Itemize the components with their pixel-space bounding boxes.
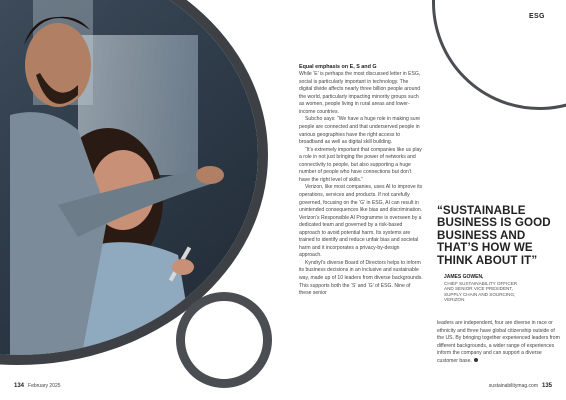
article-paragraph: Subcho says: “We have a huge role in making sure people are connected and that underserved people in various geographies have the right access to broadband as well as digital skill building. <box>299 116 421 146</box>
pull-quote: “SUSTAINABLE BUSINESS IS GOOD BUSINESS AND THAT’S HOW WE THINK ABOUT IT” <box>437 204 551 267</box>
site-url: sustainabilitymag.com <box>488 383 538 389</box>
attribution-title-line: SUPPLY CHAIN AND SOURCING, <box>444 291 516 297</box>
attribution-title-line: AND SENIOR VICE PRESIDENT, <box>444 286 513 292</box>
continuation-text: leaders are independent, four are diverse in race or ethnicity and three have global citizenship outside of the US. By bringing together experienced leaders from different backgrounds, a wider range of experiences inform the company and can support a diverse customer base. <box>437 320 560 364</box>
article-paragraph: Verizon, like most companies, uses AI to improve its operations, services and products. If not carefully governed, focusing on the ‘G’ in ESG, AI can result in unintended consequences like bias and discrimination. Verizon’s Responsible AI Programme is overseen by a dedicated team and governed by a risk-based approach to avoid potential harm. Its systems are trained to identify and reduce unfair bias and societal harm and it incorporates a privacy-by-design approach. <box>299 184 423 259</box>
decorative-ring-top <box>432 0 566 110</box>
article-continuation <box>437 320 561 365</box>
page-number-right: 135 <box>541 383 552 389</box>
footer-left <box>14 383 61 389</box>
article-paragraph: “It’s extremely important that companies like us play a role in not just bringing the power of networks and connectivity to people, but also supporting a huge number of people who have connections but don’t have the right level of skills.” <box>299 146 422 183</box>
quote-attribution <box>444 275 562 303</box>
section-tag: ESG <box>529 13 545 20</box>
article-paragraph: While ‘E’ is perhaps the most discussed letter in ESG, social is particularly important in technology. The digital divide affects nearly three billion people around the world, particularly impacting minority groups such as women, people living in rural areas and lower-income countries. <box>299 71 421 115</box>
end-mark-icon <box>474 358 478 362</box>
page-number-left: 134 <box>14 383 25 389</box>
article-paragraph: Kyndryl’s diverse Board of Directors helps to inform its business decisions in an inclusive and sustainable way, made up of 10 leaders from diverse backgrounds. This supports both the ‘S’ and ‘G’ of ESG. Nine of these senior <box>299 259 423 297</box>
issue-date: February 2025 <box>28 383 61 389</box>
attribution-name: JAMES GOWEN, <box>444 274 484 280</box>
attribution-title-line: VERIZON <box>444 297 465 303</box>
decorative-ring-bottom <box>176 292 272 388</box>
article-subhead: Equal emphasis on E, S and G <box>299 64 377 70</box>
footer-right <box>489 383 552 389</box>
article-column <box>299 64 423 298</box>
attribution-title-line: CHIEF SUSTAINABILITY OFFICER <box>444 280 518 286</box>
